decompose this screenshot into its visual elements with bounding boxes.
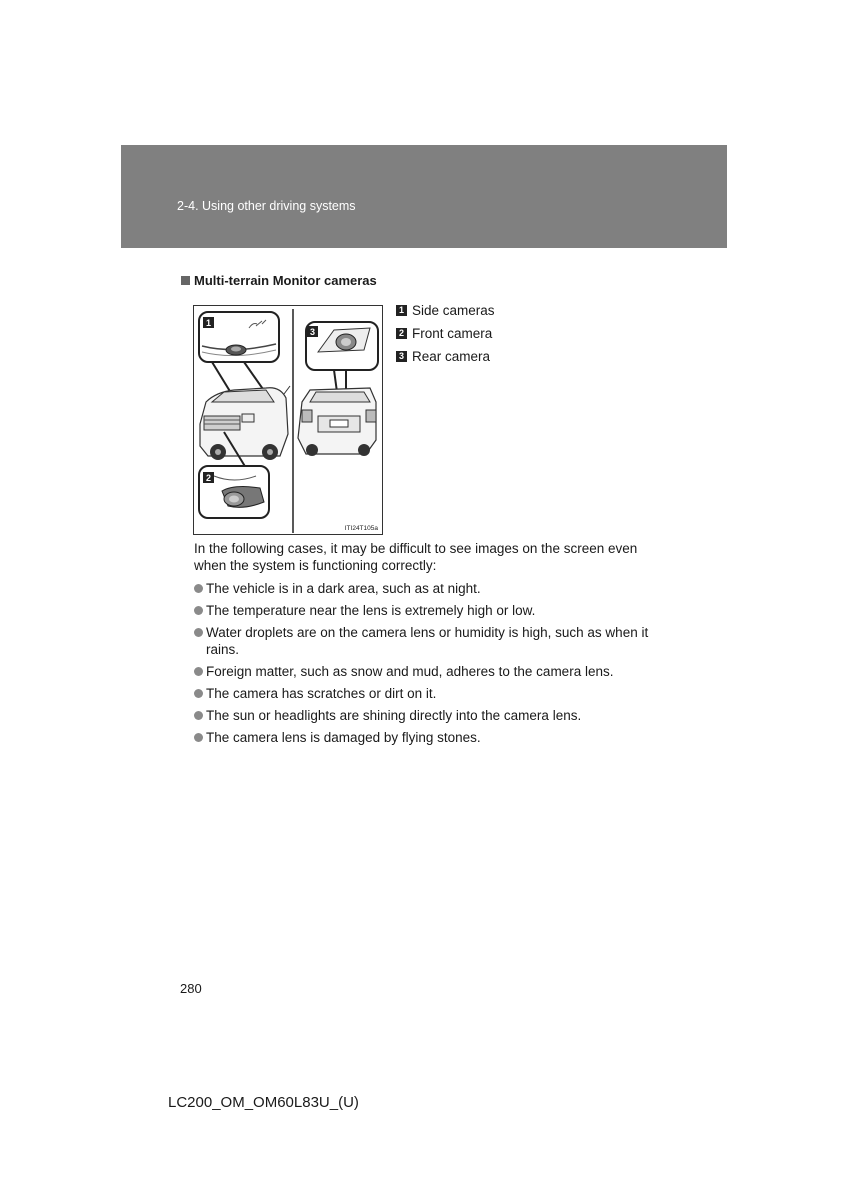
list-item xyxy=(194,707,664,724)
list-item xyxy=(194,729,664,746)
list-item xyxy=(194,624,664,658)
legend-label: Front camera xyxy=(412,326,493,341)
rear-suv-drawing xyxy=(298,388,376,456)
subheading xyxy=(181,273,377,288)
page-number: 280 xyxy=(180,981,202,996)
list-item-text: The vehicle is in a dark area, such as at night. xyxy=(206,581,481,596)
callout-1-label: 1 xyxy=(205,318,212,328)
bullet-dot-icon xyxy=(194,711,203,720)
number-badge: 3 xyxy=(396,351,407,362)
vehicle-camera-drawing xyxy=(194,306,384,536)
bullet-dot-icon xyxy=(194,606,203,615)
subheading-text: Multi-terrain Monitor cameras xyxy=(194,273,377,288)
bullet-dot-icon xyxy=(194,667,203,676)
callout-2-label: 2 xyxy=(205,473,212,483)
list-item-text: The camera lens is damaged by flying stones. xyxy=(206,730,481,745)
list-item-text: Water droplets are on the camera lens or humidity is high, such as when it rains. xyxy=(206,625,649,657)
legend-item xyxy=(396,322,495,345)
list-item-text: The temperature near the lens is extremely high or low. xyxy=(206,603,536,618)
number-badge: 1 xyxy=(396,305,407,316)
list-item xyxy=(194,663,664,680)
list-item xyxy=(194,685,664,702)
legend-item xyxy=(396,345,495,368)
bullet-dot-icon xyxy=(194,733,203,742)
bullet-dot-icon xyxy=(194,628,203,637)
list-item-text: Foreign matter, such as snow and mud, adheres to the camera lens. xyxy=(206,664,614,679)
callout-3-label: 3 xyxy=(309,327,316,337)
figure-code: ITI24T105a xyxy=(344,525,378,532)
document-code: LC200_OM_OM60L83U_(U) xyxy=(168,1094,359,1111)
callout-legend xyxy=(396,299,495,368)
camera-illustration xyxy=(193,305,383,535)
conditions-list xyxy=(194,580,664,751)
legend-label: Side cameras xyxy=(412,303,495,318)
list-item-text: The camera has scratches or dirt on it. xyxy=(206,686,437,701)
bullet-dot-icon xyxy=(194,689,203,698)
bullet-dot-icon xyxy=(194,584,203,593)
section-header-band xyxy=(121,145,727,248)
square-bullet-icon xyxy=(181,276,190,285)
list-item xyxy=(194,580,664,597)
number-badge: 2 xyxy=(396,328,407,339)
intro-paragraph: In the following cases, it may be difficult to see images on the screen even when the system is functioning correctly: xyxy=(194,541,638,573)
list-item xyxy=(194,602,664,619)
list-item-text: The sun or headlights are shining directly into the camera lens. xyxy=(206,708,582,723)
legend-item xyxy=(396,299,495,322)
legend-label: Rear camera xyxy=(412,349,491,364)
section-title: 2-4. Using other driving systems xyxy=(177,199,356,213)
front-suv-drawing xyxy=(200,386,290,460)
